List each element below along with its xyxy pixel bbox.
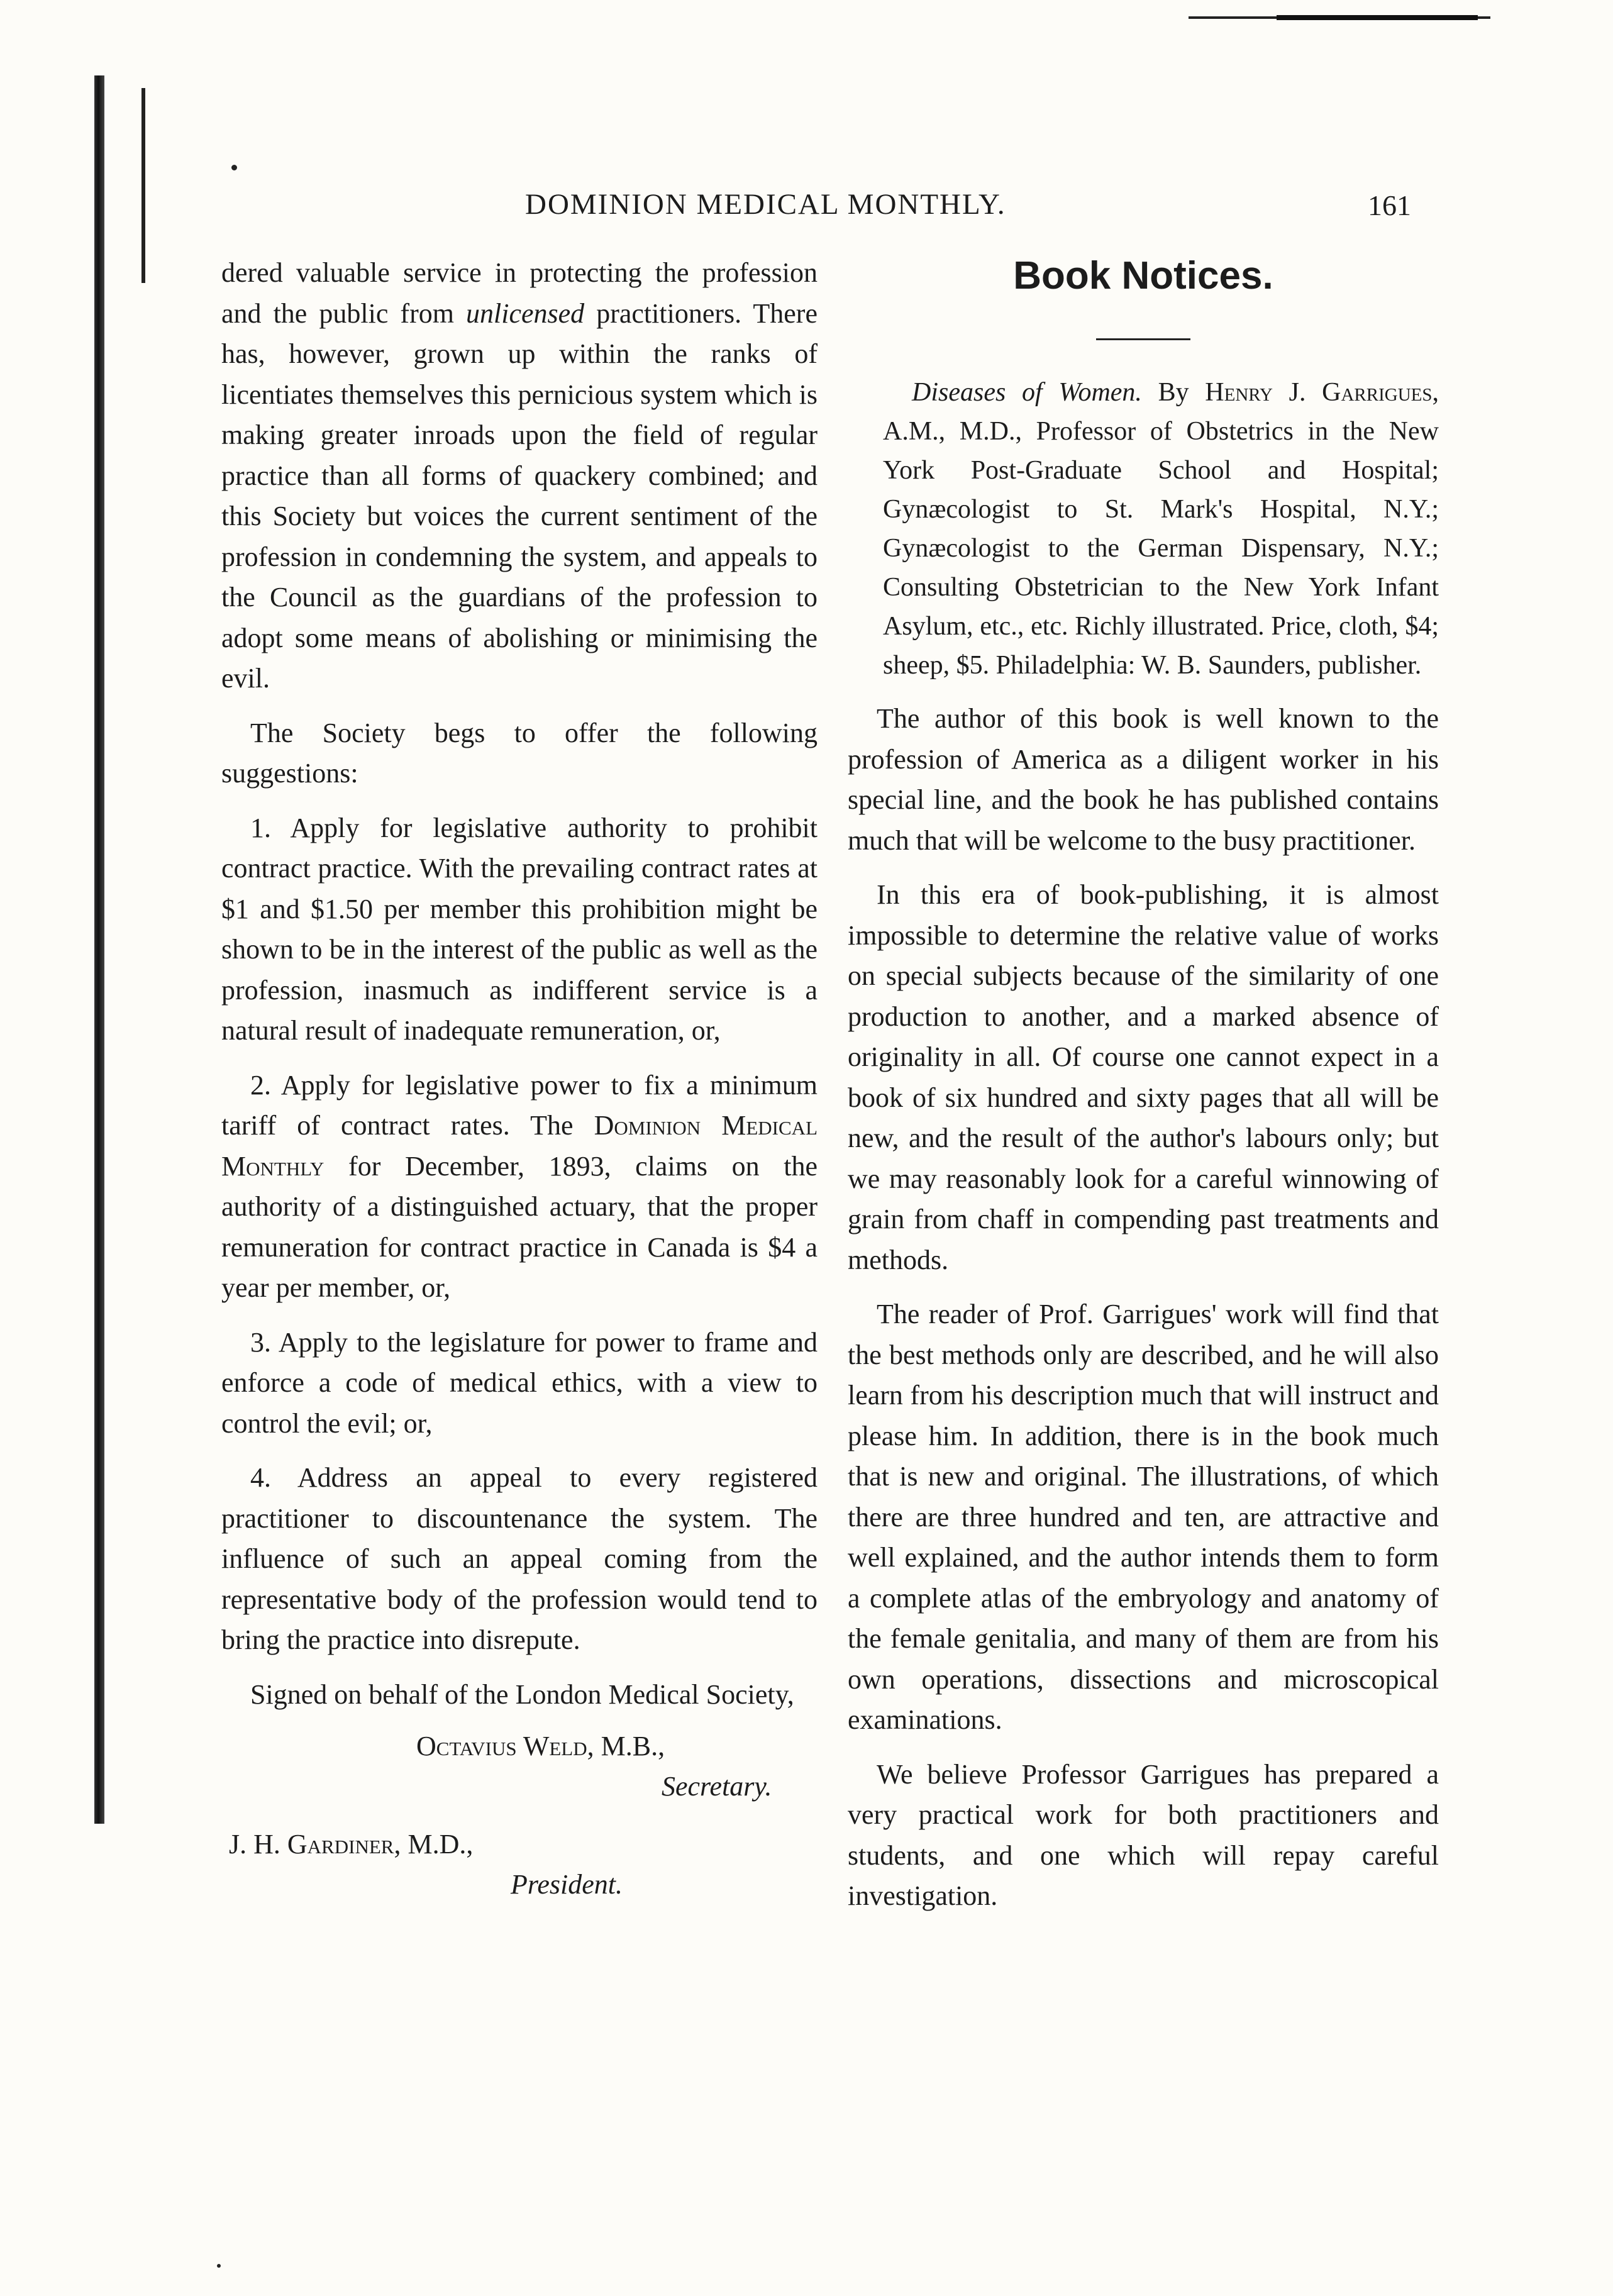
signatory-name: Octavius Weld [416,1731,587,1761]
text-span: for December, 1893, claims on the authority of a distinguished actuary, that the proper remuneration for contract practice in Canada is $4 a year per member, or, [221,1150,818,1303]
signatory-secretary [221,1726,818,1766]
page-number: 161 [1368,189,1411,221]
top-edge-rule [1189,16,1490,19]
scan-speck [231,165,237,170]
suggestion-3: 3. Apply to the legislature for power to frame and enforce a code of medical ethics, with a view to control the evil; or, [221,1326,818,1439]
review-paragraph: The author of this book is well known to the profession of America as a diligent worker in his special line, and the book he has published contains much that will be welcome to the busy practitioner. [848,703,1439,856]
scan-speck [217,2264,221,2268]
left-column [221,253,818,1905]
signatory-degree: , M.D., [394,1829,474,1860]
running-title: DOMINION MEDICAL MONTHLY. [525,188,1006,221]
text-span: By [1141,378,1206,407]
review-paragraph: The reader of Prof. Garrigues' work will find that the best methods only are described, and he will also learn from his description much that will instruct and please him. In addition, there is in the book much that is new and original. The illustrations, of which there are three hundred and ten, are attractive and well explained, and the author intends them to form a complete atlas of the embryology and anatomy of the female genitalia, and many of them are from his own operations, dissections and microscopical examinations. [848,1299,1439,1735]
text-span: 2. Apply for legislative power to fix a minimum tariff of contract rates. The [221,1069,818,1141]
review-paragraph: We believe Professor Garrigues has prepared a very practical work for both practitioners and students, and one which will repay careful investigation. [848,1758,1439,1911]
right-column [848,253,1439,1917]
text-span: practitioners. There has, however, grown up within the ranks of licentiates themselves this pernicious system which is making greater inroads upon the field of regular practice than all forms of quackery combined; and this Society but voices the current sentiment of the profession in condemning the system, and appeals to the Council as the guardians of the profession to adopt some means of abolishing or minimising the evil. [221,297,818,694]
signatory-name: J. H. Gardiner [229,1829,394,1860]
signature-block [221,1726,818,1905]
signatory-title: President. [511,1869,623,1900]
signed-statement: Signed on behalf of the London Medical Society, [250,1678,794,1710]
signatory-degree: , M.B., [587,1731,665,1761]
section-title: Book Notices. [1013,254,1273,297]
signatory-president [221,1824,818,1865]
suggestion-1: 1. Apply for legislative authority to prohibit contract practice. With the prevailing contract rates at $1 and $1.50 per member this prohibition might be shown to be in the interest of the public as well as the profession, inasmuch as indifferent service is a natural result of inadequate remuneration, or, [221,812,818,1046]
book-author: Henry J. Garrigues [1205,378,1433,407]
paragraph [221,253,818,699]
binding-edge-shadow [94,75,104,1824]
book-title: Diseases of Women. [912,378,1142,407]
binding-edge-line [141,88,145,283]
signatory-title: Secretary. [662,1771,772,1802]
paragraph: The Society begs to offer the following suggestions: [221,717,818,789]
suggestion-2 [221,1065,818,1309]
title-rule [1096,338,1190,340]
suggestion-4: 4. Address an appeal to every registered practitioner to discountenance the system. The influence of such an appeal coming from the representative body of the profession would tend to bring the practice into disrepute. [221,1462,818,1655]
emphasis: unlicensed [466,297,585,329]
text-span: dered valuable service in protecting the profession and the public from [221,257,818,329]
review-paragraph: In this era of book-publishing, it is almost impossible to determine the relative value of works on special subjects because of the similarity of one production to another, and a marked absence of originality in all. Of course one cannot expect in a book of six hundred and sixty pages that all will be new, and the result of the author's labours only; but we may reasonably look for a careful winnowing of grain from chaff in compending past treatments and methods. [848,879,1439,1275]
review-heading [848,373,1439,685]
journal-name: Dominion Medical Monthly [221,1110,818,1182]
book-details: , A.M., M.D., Professor of Obstetrics in the New York Post-Graduate School and Hospital; Gynæcologist to St. Mark's Hospital, N.Y.; Gynæcologist to the German Dispensary, N.Y.; Consulting Obstetrician to the New York Infant Asylum, etc., etc. Richly illustrated. Price, cloth, $4; sheep, $5. Philadelphia: W. B. Saunders, publisher. [883,378,1439,680]
